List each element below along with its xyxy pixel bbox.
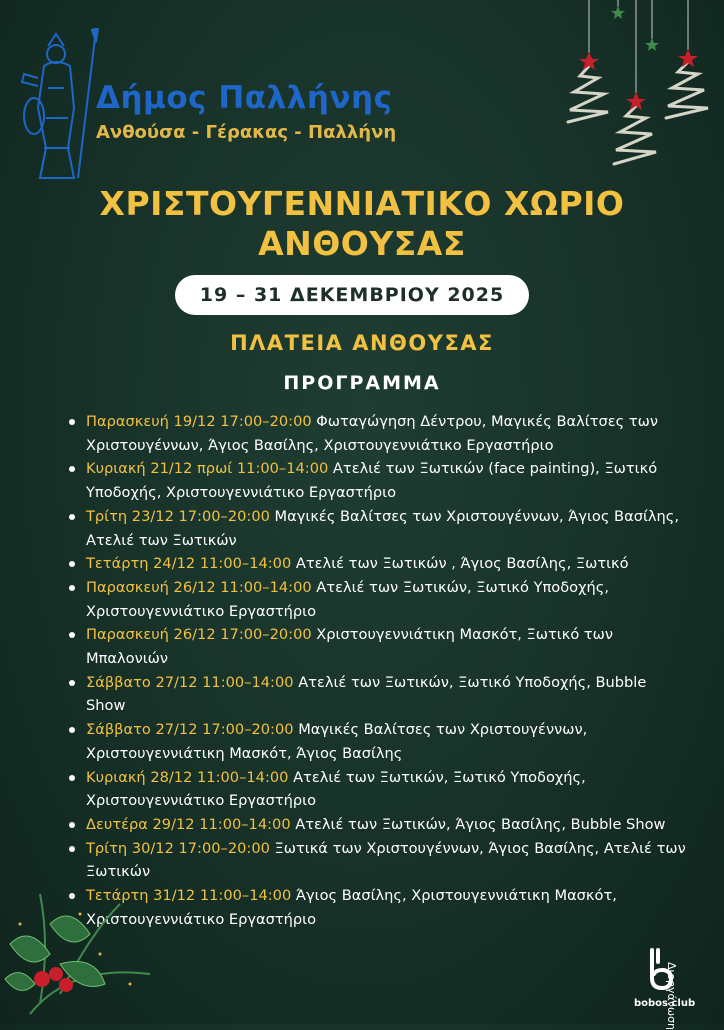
event-title-line2: ΑΝΘΟΥΣΑΣ bbox=[258, 224, 466, 263]
list-item bbox=[66, 410, 686, 457]
schedule-what: Ξωτικά των Χριστουγέννων, Άγιος Βασίλης, Ατελιέ των Ξωτικών bbox=[86, 839, 686, 881]
list-item bbox=[66, 623, 686, 670]
schedule-when: Παρασκευή 19/12 17:00–20:00 bbox=[86, 413, 312, 430]
schedule-list bbox=[66, 410, 686, 931]
sponsor-name: bobos club bbox=[634, 998, 696, 1009]
program-heading: ΠΡΟΓΡΑΜΜΑ bbox=[283, 372, 441, 394]
event-dates: 19 – 31 ΔΕΚΕΜΒΡΙΟΥ 2025 bbox=[175, 275, 529, 315]
schedule-what: Ατελιέ των Ξωτικών , Άγιος Βασίλης, Ξωτικό bbox=[291, 555, 629, 573]
schedule-what: Ατελιέ των Ξωτικών, Ξωτικό Υποδοχής, Bubble Show bbox=[86, 673, 647, 715]
event-title-line1: ΧΡΙΣΤΟΥΓΕΝΝΙΑΤΙΚΟ ΧΩΡΙΟ bbox=[99, 184, 625, 223]
event-venue: ΠΛΑΤΕΙΑ ΑΝΘΟΥΣΑΣ bbox=[230, 331, 494, 355]
list-item bbox=[66, 576, 686, 623]
event-title bbox=[0, 184, 724, 264]
list-item bbox=[66, 718, 686, 765]
schedule-what: Μαγικές Βαλίτσες των Χριστουγέννων, Χριστουγεννιάτικη Μασκότ, Άγιος Βασίλης bbox=[86, 721, 588, 762]
schedule-when: Σάββατο 27/12 11:00–14:00 bbox=[86, 673, 294, 691]
athena-statue-icon bbox=[18, 28, 108, 188]
schedule-when: Παρασκευή 26/12 11:00–14:00 bbox=[86, 578, 312, 596]
schedule-when: Δευτέρα 29/12 11:00–14:00 bbox=[86, 815, 291, 833]
schedule-what: Άγιος Βασίλης, Χριστουγεννιάτικη Μασκότ, Χριστουγεννιάτικο Εργαστήριο bbox=[86, 887, 617, 928]
list-item bbox=[66, 457, 686, 504]
list-item bbox=[66, 837, 686, 884]
list-item bbox=[66, 766, 686, 813]
schedule-when: Παρασκευή 26/12 17:00–20:00 bbox=[86, 626, 312, 644]
schedule-when: Κυριακή 21/12 πρωί 11:00–14:00 bbox=[86, 460, 329, 478]
schedule-when: Κυριακή 28/12 11:00–14:00 bbox=[86, 768, 289, 786]
holly-icon bbox=[0, 884, 160, 1024]
schedule-what: Μαγικές Βαλίτσες των Χριστουγέννων, Άγιος Βασίλης, Ατελιέ των Ξωτικών bbox=[86, 507, 679, 549]
list-item bbox=[66, 671, 686, 718]
schedule-when: Τρίτη 30/12 17:00–20:00 bbox=[86, 839, 270, 857]
list-item bbox=[66, 813, 686, 837]
municipality-logo bbox=[18, 28, 397, 188]
list-item bbox=[66, 552, 686, 576]
schedule-what: Ατελιέ των Ξωτικών, Άγιος Βασίλης, Bubble Show bbox=[290, 815, 666, 833]
schedule-what: Φωταγώγηση Δέντρου, Μαγικές Βαλίτσες των Χριστουγέννων, Άγιος Βασίλης, Χριστουγεννιάτικο Εργαστήριο bbox=[86, 413, 658, 454]
schedule-what: Ατελιέ των Ξωτικών (face painting), Ξωτικό Υποδοχής, Χριστουγεννιάτικο Εργαστήριο bbox=[86, 460, 658, 502]
organizer-label: Διοργάνωση bbox=[665, 962, 678, 1030]
municipality-name: Δήμος Παλλήνης bbox=[96, 80, 393, 116]
list-item bbox=[66, 505, 686, 552]
schedule-what: Ατελιέ των Ξωτικών, Ξωτικό Υποδοχής, Χριστουγεννιάτικο Εργαστήριο bbox=[86, 578, 609, 620]
schedule-when: Τετάρτη 31/12 11:00–14:00 bbox=[86, 887, 292, 905]
schedule-when: Σάββατο 27/12 17:00–20:00 bbox=[86, 721, 294, 739]
schedule-what: Ατελιέ των Ξωτικών, Ξωτικό Υποδοχής, Χριστουγεννιάτικο Εργαστήριο bbox=[86, 768, 586, 810]
schedule-when: Τρίτη 23/12 17:00–20:00 bbox=[86, 507, 270, 525]
schedule-what: Χριστουγεννιάτικη Μασκότ, Ξωτικό των Μπαλονιών bbox=[86, 626, 614, 668]
municipality-areas: Ανθούσα - Γέρακας - Παλλήνη bbox=[96, 122, 397, 143]
schedule-when: Τετάρτη 24/12 11:00–14:00 bbox=[86, 555, 292, 573]
christmas-tree-ornament-icon bbox=[564, 0, 724, 180]
